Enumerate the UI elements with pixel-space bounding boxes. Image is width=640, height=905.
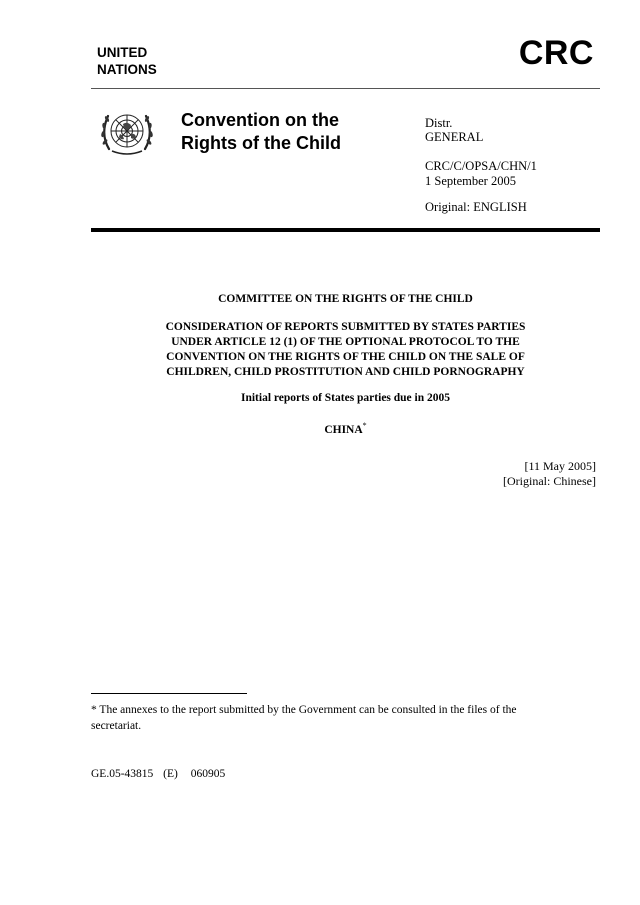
document-number: CRC/C/OPSA/CHN/1 [425,159,537,173]
job-number-line [91,768,225,780]
org-name-line2: NATIONS [97,62,157,77]
original-language-note: [Original: Chinese] [503,474,596,488]
country-name: CHINA [324,423,363,436]
un-emblem-icon [96,104,158,162]
distribution-label: Distr. [425,116,453,130]
footnote-marker: * [362,421,367,430]
footnote-line: secretariat. [91,720,142,732]
consideration-line: CONSIDERATION OF REPORTS SUBMITTED BY STATES PARTIES [165,321,526,333]
print-date: 060905 [190,768,226,780]
document-date: 1 September 2005 [425,174,516,188]
committee-heading: COMMITTEE ON THE RIGHTS OF THE CHILD [218,293,473,305]
footnote [91,702,591,734]
original-language: Original: ENGLISH [425,200,527,214]
footnote-line: * The annexes to the report submitted by the Government can be consulted in the files of the [91,704,517,716]
header-divider [91,88,600,89]
consideration-line: CHILDREN, CHILD PROSTITUTION AND CHILD PORNOGRAPHY [166,366,525,378]
initial-reports-heading: Initial reports of States parties due in 2005 [240,392,451,404]
job-number: GE.05-43815 [91,768,154,780]
received-date: [11 May 2005] [524,459,596,473]
header-bottom-rule [91,228,600,232]
convention-title-line2: Rights of the Child [181,133,341,153]
consideration-heading [91,320,600,380]
org-name-line1: UNITED [97,45,148,60]
convention-title-line1: Convention on the [181,110,339,130]
consideration-line: CONVENTION ON THE RIGHTS OF THE CHILD ON THE SALE OF [166,351,525,363]
document-symbol: CRC [518,34,594,72]
consideration-line: UNDER ARTICLE 12 (1) OF THE OPTIONAL PROTOCOL TO THE [171,336,520,348]
distribution-value: GENERAL [425,130,484,144]
footnote-separator [91,693,247,694]
country-heading [91,418,600,438]
language-code: (E) [163,768,178,780]
